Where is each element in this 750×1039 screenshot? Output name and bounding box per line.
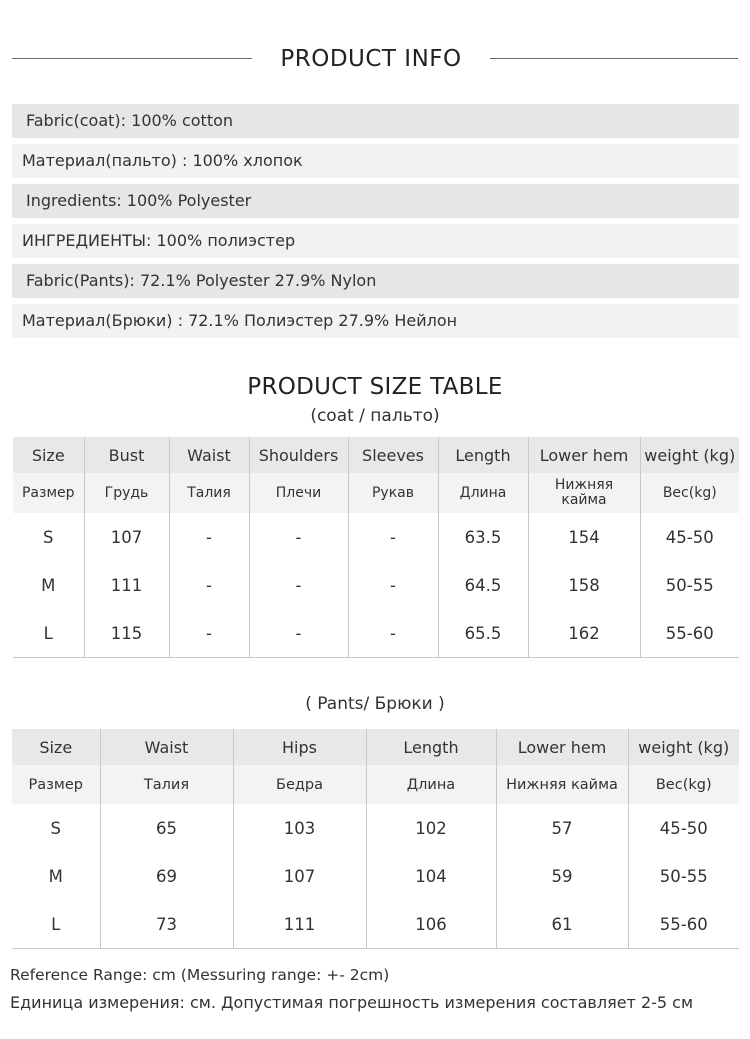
reference-range-note: Reference Range: cm (Messuring range: +- 2cm) xyxy=(10,966,390,984)
header-cell: Length xyxy=(366,729,496,765)
header-cell: Вес(kg) xyxy=(628,765,739,804)
product-info-list xyxy=(12,104,739,344)
table-cell: 65.5 xyxy=(438,609,528,658)
header-cell: Размер xyxy=(13,473,84,513)
table-header-row-ru xyxy=(13,473,739,513)
table-cell: 103 xyxy=(233,804,366,852)
page-title: PRODUCT INFO xyxy=(280,46,462,72)
table-header-row-ru xyxy=(12,765,739,804)
header-cell: weight (kg) xyxy=(640,437,739,473)
table-row xyxy=(12,900,739,949)
pants-size-table xyxy=(12,729,739,949)
table-cell: 50-55 xyxy=(665,575,714,595)
table-cell: 61 xyxy=(496,900,628,949)
table-cell: 111 xyxy=(233,900,366,949)
table-cell: 102 xyxy=(366,804,496,852)
table-cell: M xyxy=(13,561,84,609)
header-cell: Size xyxy=(12,729,100,765)
table-cell: 55-60 xyxy=(659,914,708,934)
table-cell: S xyxy=(13,513,84,561)
table-cell: M xyxy=(12,852,100,900)
table-cell: 55-60 xyxy=(665,623,714,643)
header-cell: Lower hem xyxy=(528,437,640,473)
header-cell: Length xyxy=(438,437,528,473)
header-cell: Size xyxy=(13,437,84,473)
table-header-row xyxy=(12,729,739,765)
table-cell: 158 xyxy=(528,561,640,609)
table-cell: - xyxy=(169,561,249,609)
table-cell: 63.5 xyxy=(438,513,528,561)
table-cell: 69 xyxy=(100,852,233,900)
header-cell: Размер xyxy=(12,765,100,804)
table-cell: 107 xyxy=(233,852,366,900)
info-fabric-pants-ru: Материал(Брюки) : 72.1% Полиэстер 27.9% Нейлон xyxy=(12,304,739,338)
header-cell: Грудь xyxy=(84,473,169,513)
table-cell: 162 xyxy=(528,609,640,658)
header-cell: Нижняя кайма xyxy=(496,765,628,804)
table-cell: - xyxy=(348,513,438,561)
table-cell: L xyxy=(12,900,100,949)
header-cell: Длина xyxy=(366,765,496,804)
table-cell: 64.5 xyxy=(438,561,528,609)
measurement-unit-note-ru: Единица измерения: см. Допустимая погрешность измерения составляет 2-5 см xyxy=(10,993,694,1012)
table-cell: S xyxy=(12,804,100,852)
header-cell: Плечи xyxy=(249,473,348,513)
table-cell: 65 xyxy=(100,804,233,852)
header-cell: Вес(kg) xyxy=(640,473,739,513)
header-cell: Waist xyxy=(169,437,249,473)
header-cell: Бедра xyxy=(233,765,366,804)
table-cell: 111 xyxy=(84,561,169,609)
header-cell: Bust xyxy=(84,437,169,473)
info-fabric-coat: Fabric(coat): 100% cotton xyxy=(12,104,739,138)
header-cell: Sleeves xyxy=(348,437,438,473)
table-cell: 107 xyxy=(84,513,169,561)
table-cell: 50-55 xyxy=(659,866,708,886)
header-cell: Hips xyxy=(233,729,366,765)
table-row xyxy=(12,804,739,852)
table-header-row xyxy=(13,437,739,473)
table-cell: L xyxy=(13,609,84,658)
header-cell: Lower hem xyxy=(496,729,628,765)
header-cell: Shoulders xyxy=(249,437,348,473)
table-cell: 106 xyxy=(366,900,496,949)
table-row xyxy=(13,513,739,561)
table-cell: - xyxy=(249,513,348,561)
info-fabric-pants: Fabric(Pants): 72.1% Polyester 27.9% Nylon xyxy=(12,264,739,298)
header-cell: Талия xyxy=(100,765,233,804)
info-ingredients: Ingredients: 100% Polyester xyxy=(12,184,739,218)
info-ingredients-ru: ИНГРЕДИЕНТЫ: 100% полиэстер xyxy=(12,224,739,258)
table-cell: 104 xyxy=(366,852,496,900)
product-info-header xyxy=(12,44,738,76)
header-cell: Waist xyxy=(100,729,233,765)
info-fabric-coat-ru: Материал(пальто) : 100% хлопок xyxy=(12,144,739,178)
table-row xyxy=(13,561,739,609)
table-cell: 115 xyxy=(84,609,169,658)
size-table-title: PRODUCT SIZE TABLE xyxy=(247,374,503,400)
header-cell: Талия xyxy=(169,473,249,513)
header-divider-left xyxy=(12,58,252,59)
table-cell: 59 xyxy=(496,852,628,900)
table-cell: - xyxy=(169,609,249,658)
table-cell: - xyxy=(348,561,438,609)
table-cell: 73 xyxy=(100,900,233,949)
header-divider-right xyxy=(490,58,738,59)
table-cell: - xyxy=(348,609,438,658)
header-cell: Длина xyxy=(438,473,528,513)
pants-table-title: ( Pants/ Брюки ) xyxy=(305,694,445,714)
table-cell: 45-50 xyxy=(665,527,714,547)
table-cell: - xyxy=(249,609,348,658)
coat-size-table xyxy=(13,437,739,658)
table-cell: 45-50 xyxy=(659,818,708,838)
table-row xyxy=(12,852,739,900)
size-table-subtitle: (coat / пальто) xyxy=(310,406,440,426)
table-cell: - xyxy=(169,513,249,561)
header-cell: Нижняя кайма xyxy=(528,473,640,513)
table-cell: - xyxy=(249,561,348,609)
table-cell: 154 xyxy=(528,513,640,561)
header-cell: weight (kg) xyxy=(628,729,739,765)
table-cell: 57 xyxy=(496,804,628,852)
table-row xyxy=(13,609,739,658)
header-cell: Рукав xyxy=(348,473,438,513)
